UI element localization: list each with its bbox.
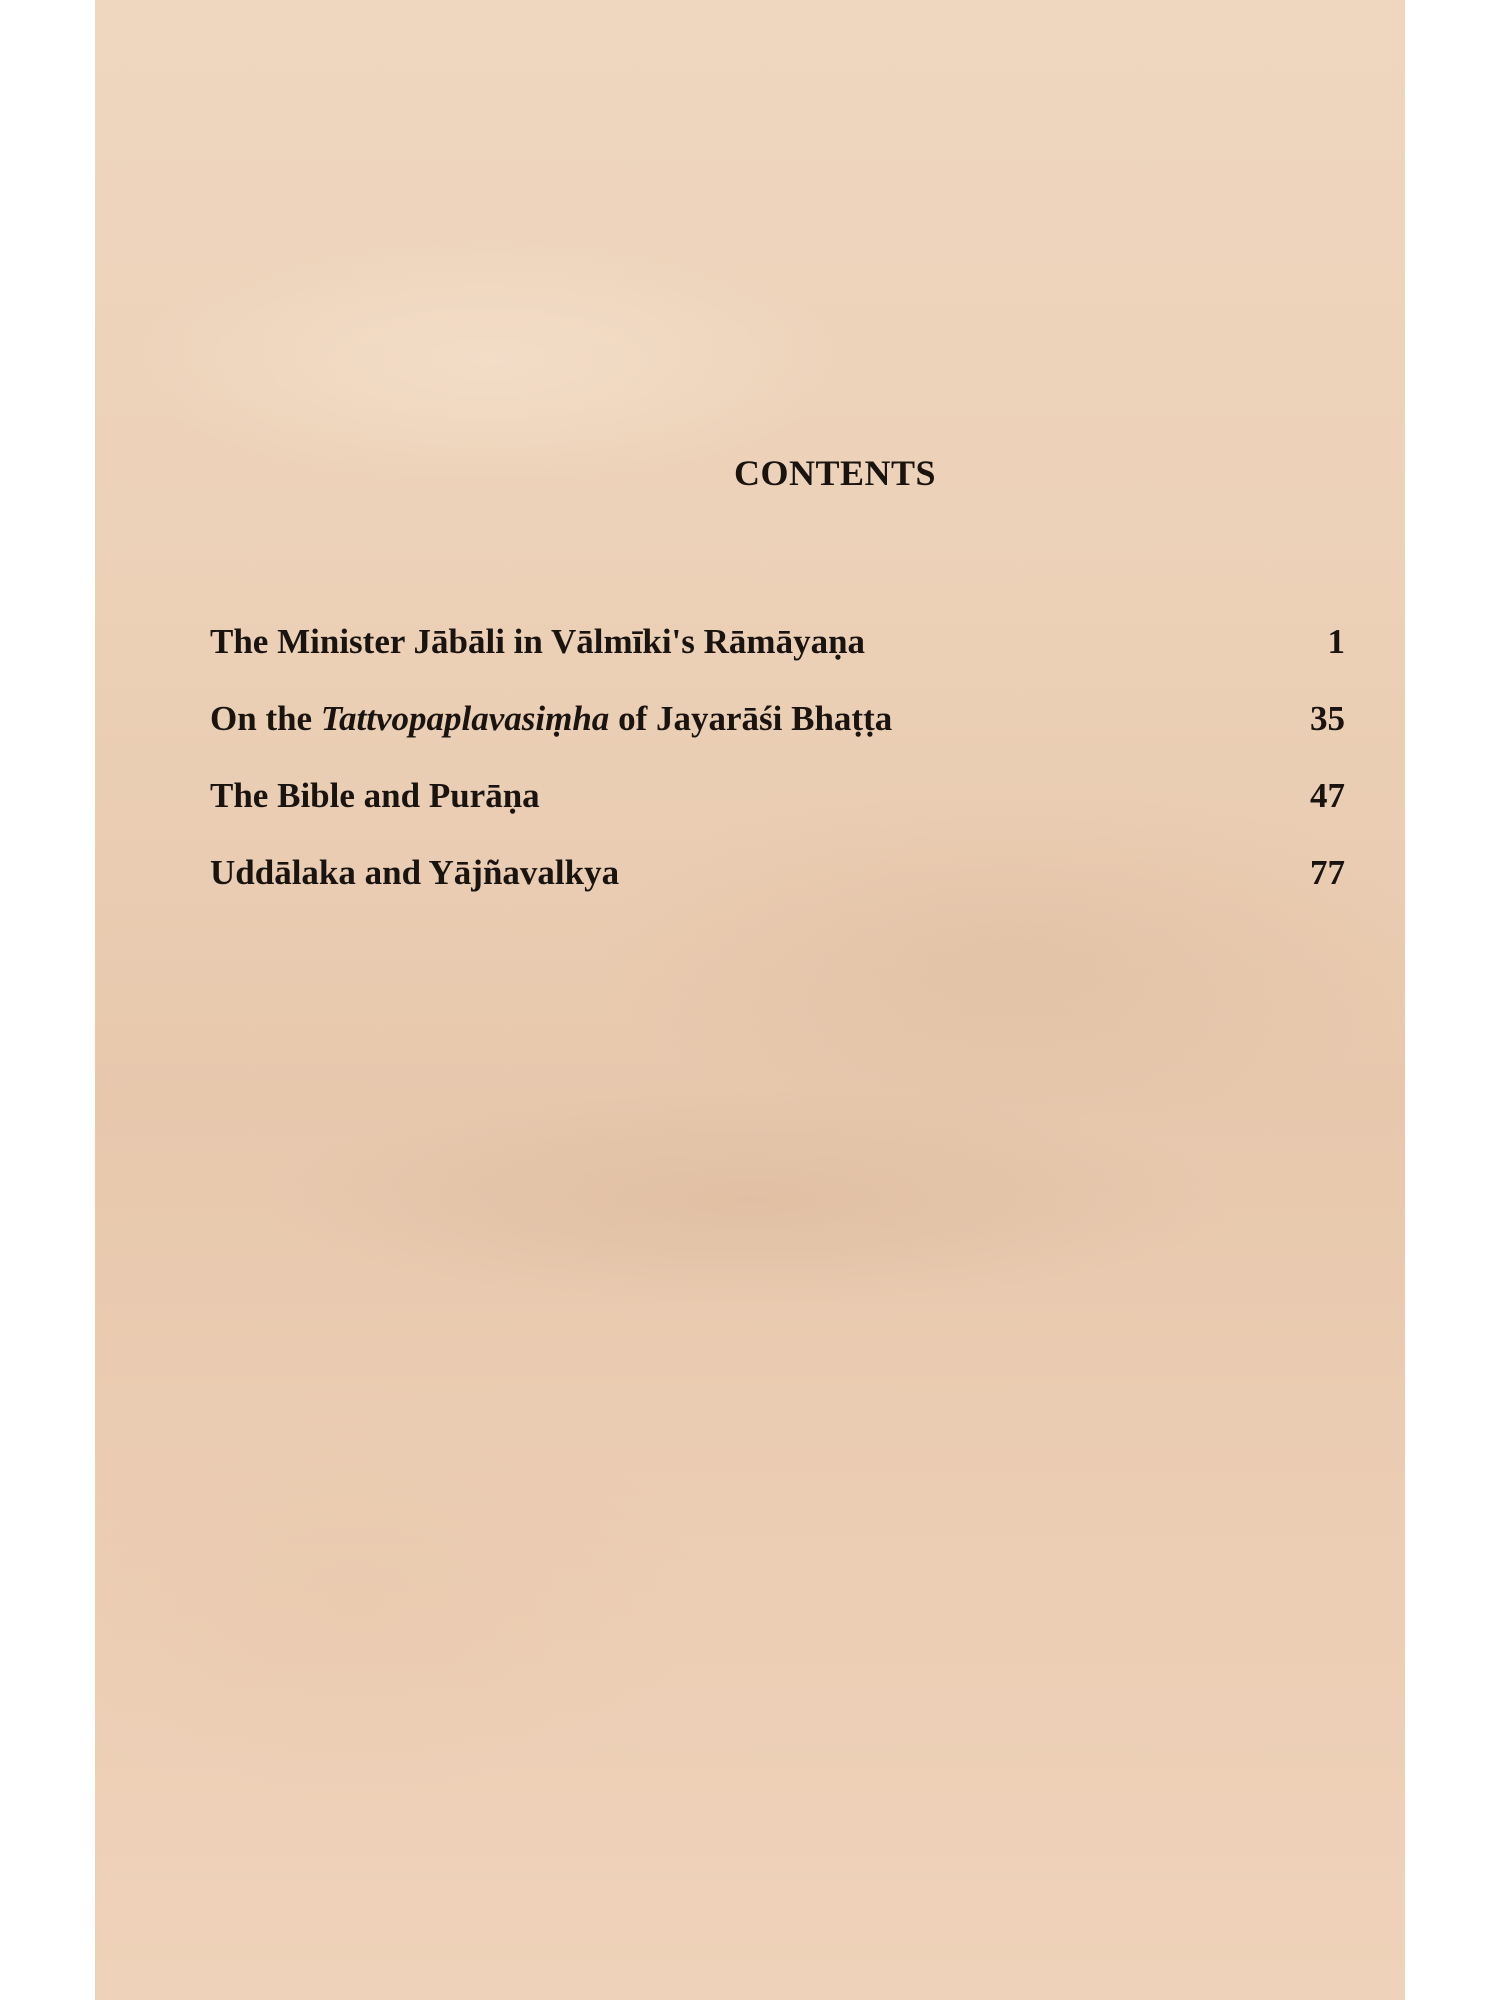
toc-entry <box>210 622 1345 699</box>
toc-entry-title: The Minister Jābāli in Vālmīki's Rāmāyaṇa <box>210 622 866 661</box>
contents-heading: CONTENTS <box>733 453 937 493</box>
toc-entry-title: On the Tattvopaplavasiṃha of Jayarāśi Bhaṭṭa <box>210 699 893 738</box>
toc-entry-title: Uddālaka and Yājñavalkya <box>210 853 620 892</box>
toc-entry-page-number: 35 <box>1310 699 1345 738</box>
table-of-contents <box>210 622 1345 930</box>
toc-entry-title: The Bible and Purāṇa <box>210 776 540 815</box>
toc-entry <box>210 776 1345 853</box>
toc-entry-page-number: 1 <box>1327 622 1345 661</box>
toc-entry-page-number: 77 <box>1310 853 1345 892</box>
toc-entry <box>210 853 1345 930</box>
book-page <box>95 0 1405 2000</box>
toc-entry-page-number: 47 <box>1310 776 1345 815</box>
toc-entry <box>210 699 1345 776</box>
